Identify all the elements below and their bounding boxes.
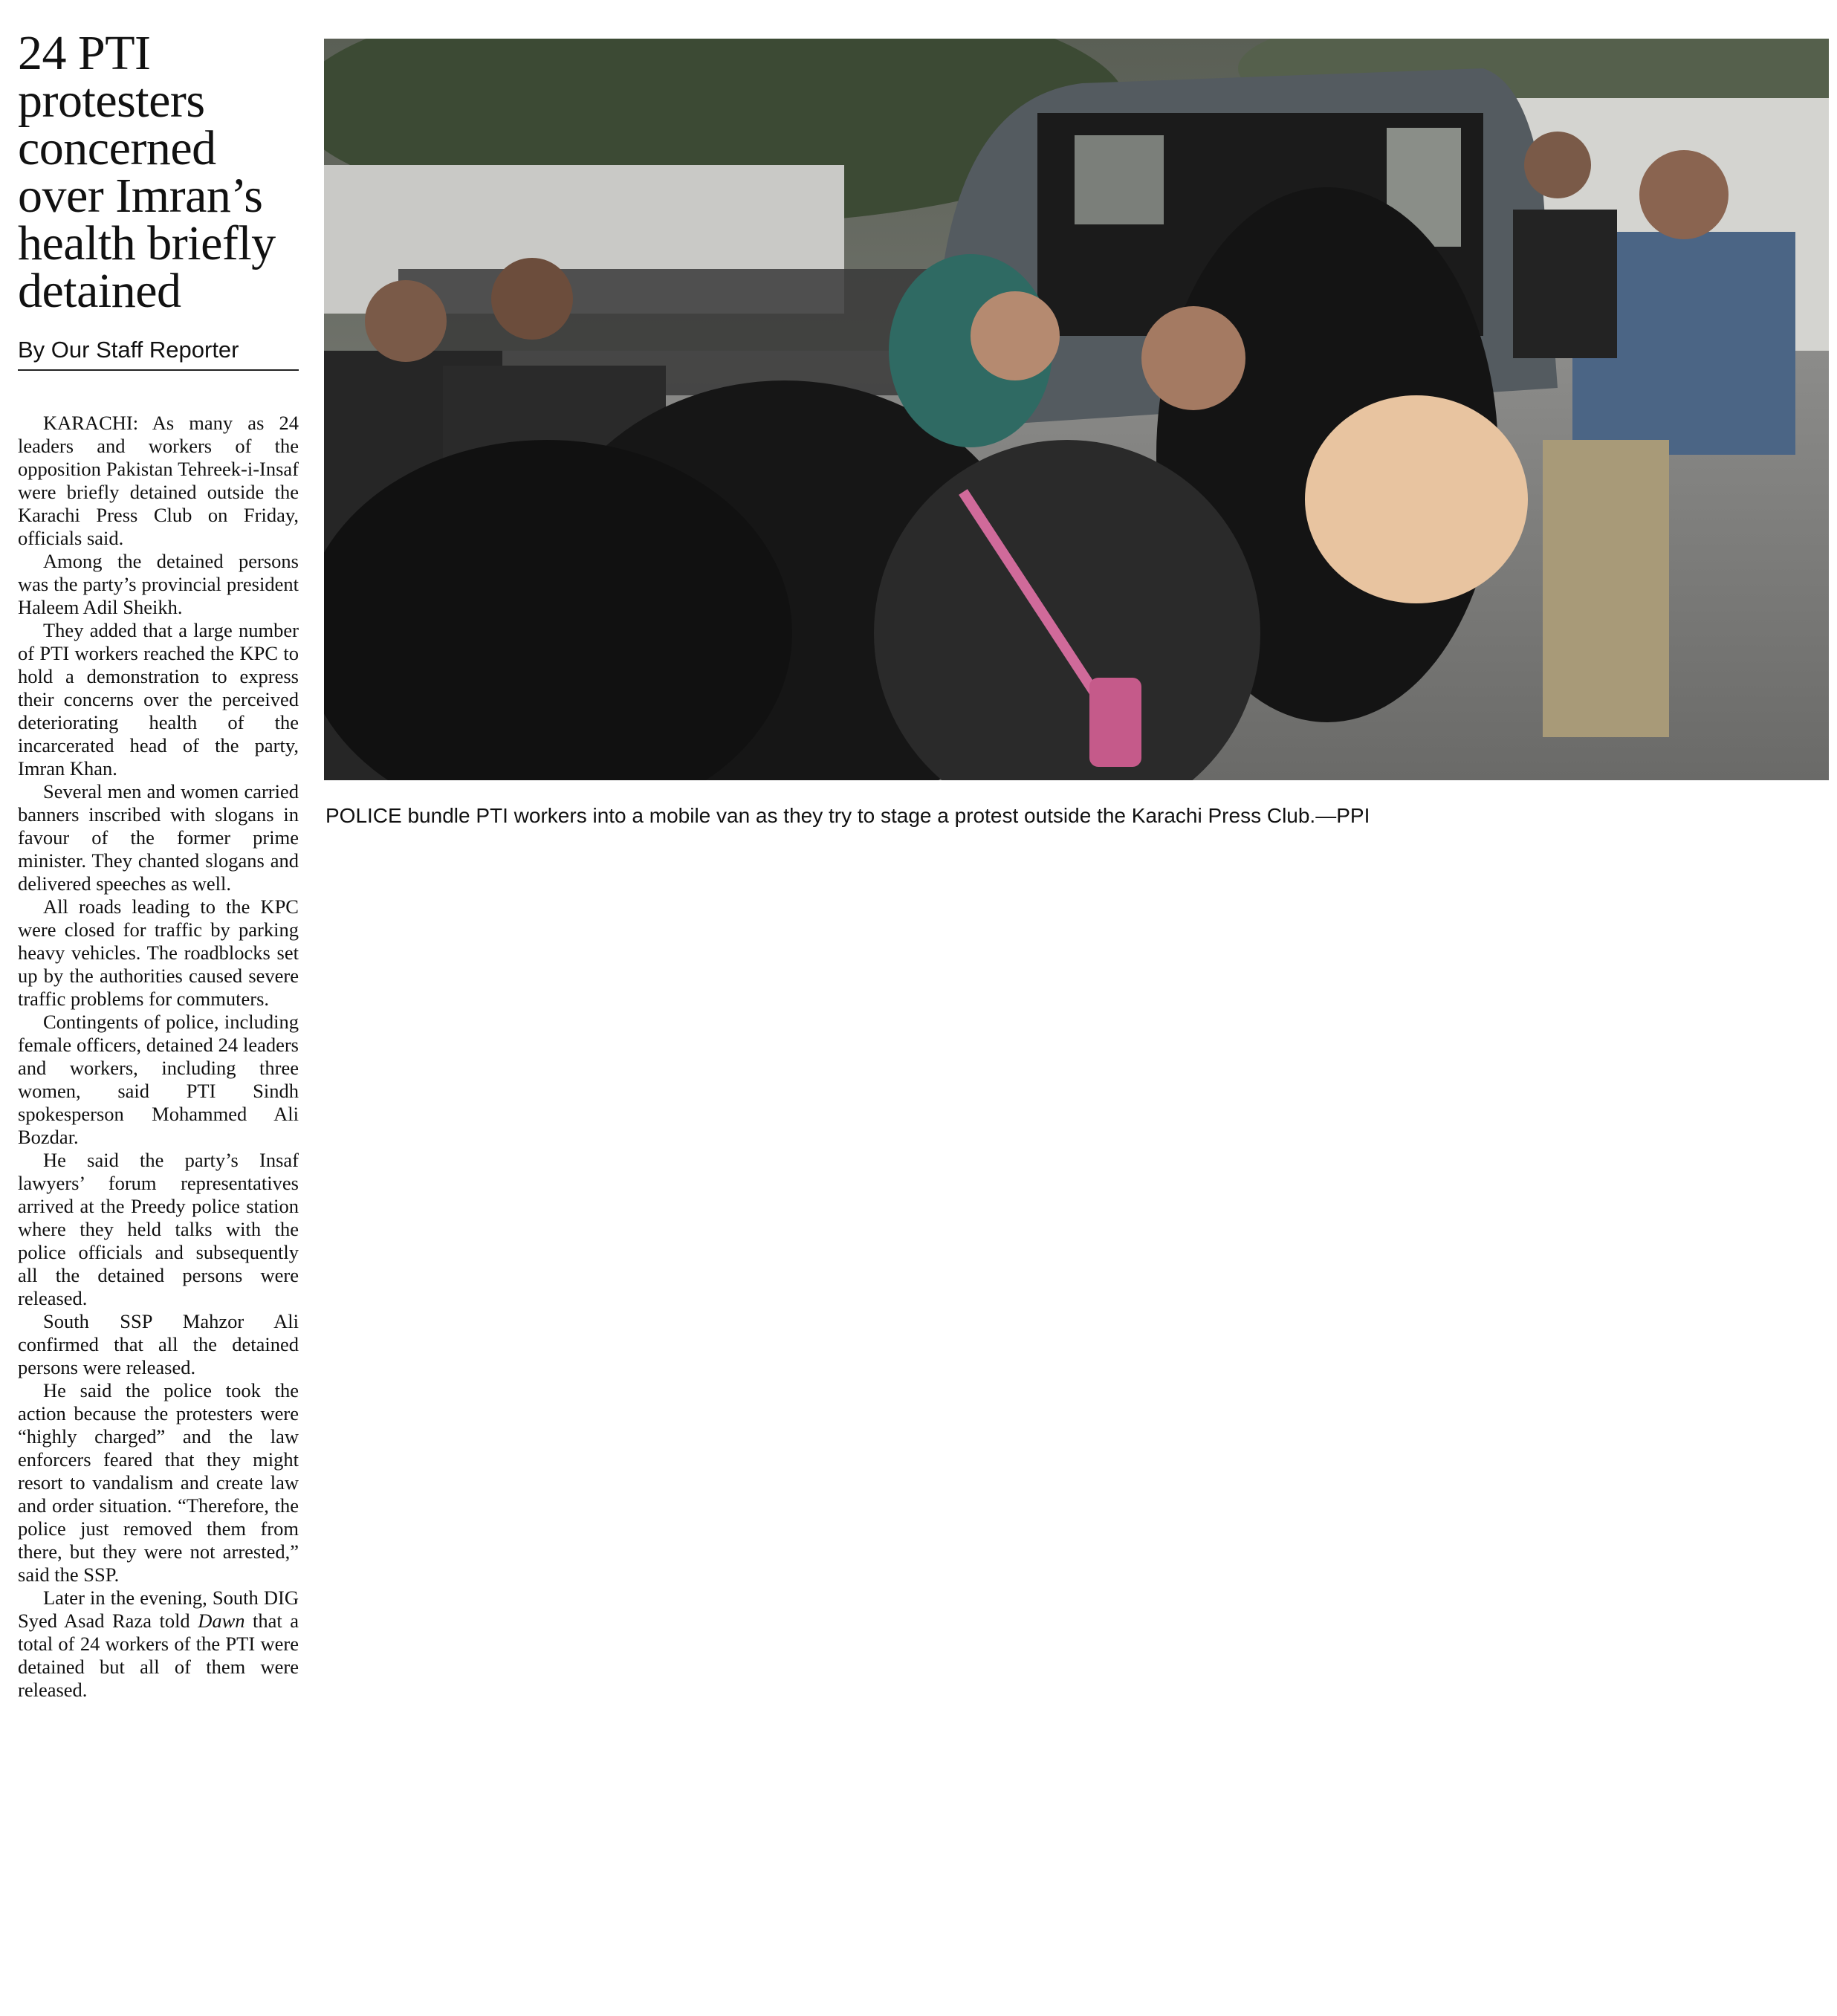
- news-photo: [324, 39, 1829, 780]
- photo-caption: POLICE bundle PTI workers into a mobile van as they try to stage a protest outside the Karachi Press Club.—PPI: [325, 804, 1370, 827]
- paragraph: All roads leading to the KPC were closed for traffic by parking heavy vehicles. The roadblocks set up by the authorities caused severe traffic problems for commuters.: [18, 895, 299, 1010]
- paragraph: Contingents of police, including female officers, detained 24 leaders and workers, including three women, said PTI Sindh spokesperson Mohammed Ali Bozdar.: [18, 1011, 299, 1148]
- text-run: Later in the evening, South DIG Syed Asad Raza told: [18, 1586, 299, 1632]
- paragraph: Among the detained persons was the party’s provincial president Haleem Adil Sheikh.: [18, 550, 299, 618]
- headline: 24 PTI protesters concerned over Imran’s health briefly detained: [18, 26, 276, 318]
- article-body: [18, 412, 299, 1702]
- paragraph-last: [18, 1586, 299, 1702]
- paragraph: He said the police took the action because the protesters were “highly charged” and the law enforcers feared that they might resort to vandalism and create law and order situation. “Therefore, the police just removed them from there, but they were not arrested,” said the SSP.: [18, 1379, 299, 1586]
- text-run: that a total of 24 workers of the PTI were detained but all of them were released.: [18, 1610, 299, 1701]
- photo-illustration: [324, 39, 1829, 780]
- newspaper-name: Dawn: [198, 1610, 245, 1632]
- paragraph: They added that a large number of PTI workers reached the KPC to hold a demonstration to express their concerns over the perceived deteriorating health of the incarcerated head of the party, Imran Khan.: [18, 619, 299, 780]
- paragraph: He said the party’s Insaf lawyers’ forum representatives arrived at the Preedy police station where they held talks with the police officials and subsequently all the detained persons were released.: [18, 1149, 299, 1309]
- paragraph: Several men and women carried banners inscribed with slogans in favour of the former prime minister. They chanted slogans and delivered speeches as well.: [18, 780, 299, 895]
- paragraph: South SSP Mahzor Ali confirmed that all the detained persons were released.: [18, 1310, 299, 1378]
- byline: By Our Staff Reporter: [18, 335, 299, 371]
- paragraph: KARACHI: As many as 24 leaders and workers of the opposition Pakistan Tehreek-i-Insaf were briefly detained outside the Karachi Press Club on Friday, officials said.: [18, 412, 299, 549]
